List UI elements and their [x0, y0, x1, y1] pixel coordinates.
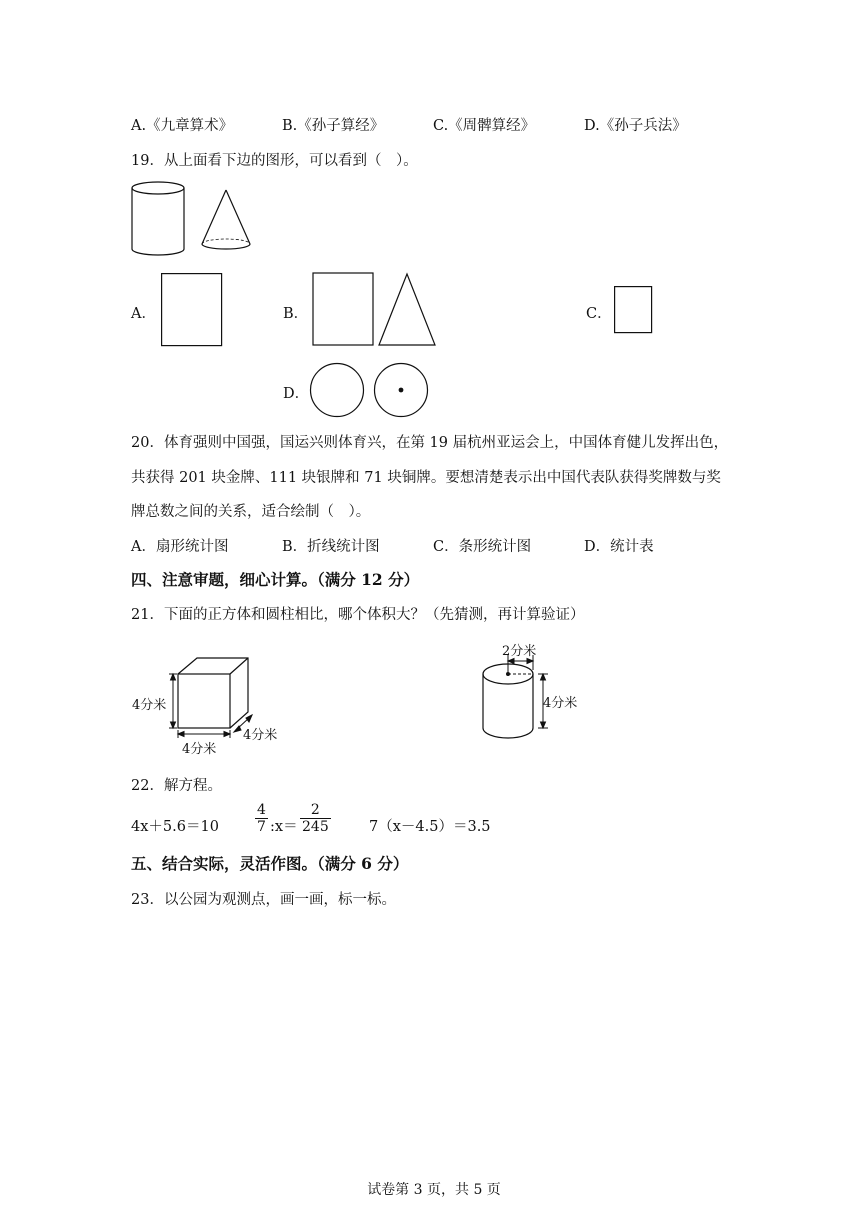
q19-stem: 19．从上面看下边的图形，可以看到（ ）。 — [131, 153, 418, 169]
q21-cylinder-radius-label: 2分米 — [502, 644, 537, 659]
q19-option-b-label: B． — [283, 306, 309, 322]
cone-shape — [202, 190, 250, 249]
q19-option-c-small-rectangle — [614, 286, 654, 334]
q20-option-d: D．统计表 — [584, 539, 654, 555]
q21-cube-width-label: 4分米 — [182, 742, 217, 757]
q21-stem: 21．下面的正方体和圆柱相比，哪个体积大？（先猜测，再计算验证） — [131, 607, 585, 623]
q20-stem-line2: 共获得 201 块金牌、111 块银牌和 71 块铜牌。要想清楚表示出中国代表队获得奖牌数与奖 — [131, 470, 721, 486]
q19-option-a-label: A． — [131, 306, 156, 322]
q20-option-c: C．条形统计图 — [433, 539, 532, 555]
q21-cylinder-height-label: 4分米 — [543, 696, 578, 711]
q21-cylinder-figure — [478, 652, 550, 742]
q19-option-d-circles — [309, 362, 431, 418]
q22-equation-3: 7（x－4.5）＝3.5 — [369, 819, 491, 835]
q18-option-b: B.《孙子算经》 — [282, 118, 385, 134]
q18-option-a: A.《九章算术》 — [131, 118, 234, 134]
page-footer: 试卷第 3 页，共 5 页 — [367, 1182, 501, 1198]
q19-solids-figure — [128, 178, 258, 260]
q22-eq2-denominator-1: 7 — [257, 819, 266, 835]
q22-eq2-fraction-1 — [255, 802, 268, 835]
q22-eq2-numerator-1: 4 — [257, 802, 266, 818]
q23-stem: 23．以公园为观测点，画一画，标一标。 — [131, 892, 396, 908]
section-5-heading: 五、结合实际，灵活作图。（满分 6 分） — [131, 854, 409, 873]
cylinder-shape — [132, 182, 184, 255]
q22-eq2-middle: :x＝ — [270, 819, 298, 835]
q18-option-c: C.《周髀算经》 — [433, 118, 536, 134]
q21-cube-depth-label: 4分米 — [243, 728, 278, 743]
q22-eq2-numerator-2: 2 — [310, 802, 320, 818]
q22-eq2-denominator-2: 245 — [302, 819, 329, 835]
q19-option-c-label: C． — [586, 306, 612, 322]
q20-stem-line1: 20．体育强则中国强，国运兴则体育兴，在第 19 届杭州亚运会上，中国体育健儿发挥出色， — [131, 435, 729, 451]
q22-stem: 22．解方程。 — [131, 778, 222, 794]
q20-option-b: B．折线统计图 — [282, 539, 380, 555]
q19-option-d-label: D． — [283, 386, 310, 402]
q18-option-d: D.《孙子兵法》 — [584, 118, 687, 134]
section-4-heading: 四、注意审题，细心计算。（满分 12 分） — [131, 570, 420, 589]
q19-option-b-rect-triangle — [312, 272, 438, 348]
q22-eq2-fraction-2 — [300, 802, 331, 835]
q22-equation-1: 4x＋5.6＝10 — [131, 819, 219, 835]
q20-option-a: A．扇形统计图 — [131, 539, 229, 555]
q19-option-a-rectangle — [161, 273, 223, 347]
q20-stem-line3: 牌总数之间的关系，适合绘制（ ）。 — [131, 504, 371, 520]
q21-cube-height-label: 4分米 — [132, 698, 167, 713]
